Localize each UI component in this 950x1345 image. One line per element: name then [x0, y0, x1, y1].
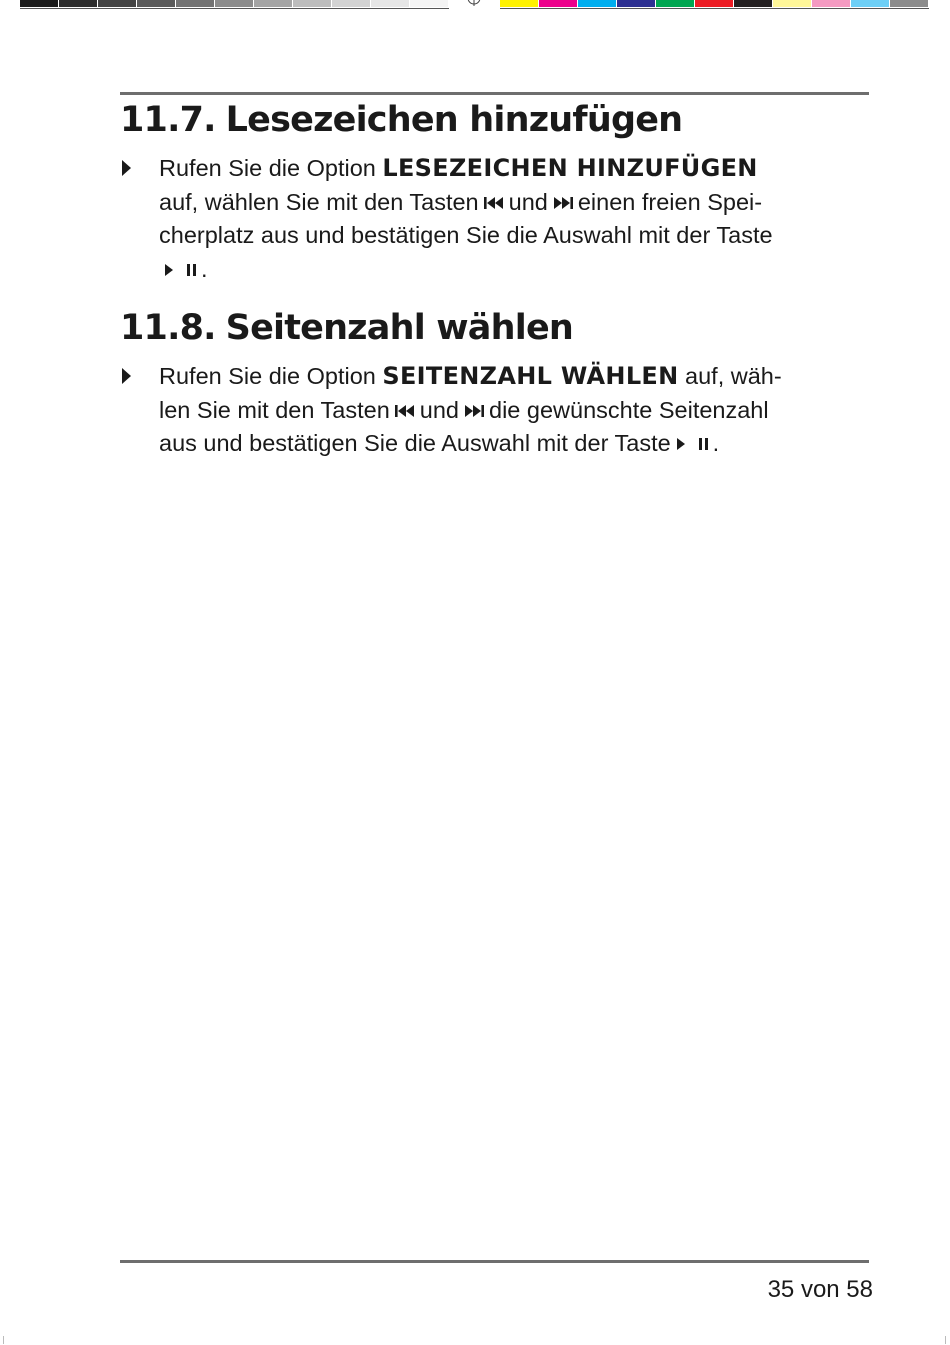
color-calibration-bar: [500, 0, 929, 9]
text-run: len Sie mit den Tasten: [159, 396, 390, 423]
text-run: die gewünschte Seitenzahl: [489, 396, 769, 423]
calibration-swatch: [695, 0, 734, 7]
text-line: [159, 253, 773, 287]
calibration-swatch: [176, 0, 215, 7]
calibration-swatch: [254, 0, 293, 7]
text-line: [159, 152, 773, 186]
registration-mark-icon: [464, 0, 484, 6]
instruction-paragraph: [159, 152, 773, 286]
section-heading-11-7: [120, 100, 683, 140]
instruction-paragraph: [159, 360, 782, 461]
calibration-swatch: [59, 0, 98, 7]
text-run: aus und bestätigen Sie die Auswahl mit der Taste: [159, 430, 671, 456]
calibration-swatch: [851, 0, 890, 7]
crop-mark: [945, 1336, 946, 1344]
menu-option-name: LESEZEICHEN HINZUFÜGEN: [382, 154, 758, 182]
calibration-swatch: [500, 0, 539, 7]
footer-rule: [120, 1260, 869, 1263]
calibration-swatch: [410, 0, 449, 7]
calibration-swatch: [773, 0, 812, 7]
skip-next-icon: [463, 403, 485, 419]
calibration-swatch: [617, 0, 656, 7]
text-run: .: [712, 430, 720, 456]
text-run: .: [201, 255, 208, 282]
skip-next-icon: [552, 195, 574, 211]
calibration-swatch: [890, 0, 929, 7]
calibration-swatch: [656, 0, 695, 7]
gray-calibration-bar: [20, 0, 449, 9]
text-run: und: [419, 396, 460, 423]
calibration-swatch: [332, 0, 371, 7]
calibration-swatch: [371, 0, 410, 7]
text-line: cherplatz aus und bestätigen Sie die Auswahl mit der Taste: [159, 222, 773, 248]
text-run: und: [508, 188, 548, 215]
calibration-swatch: [98, 0, 137, 7]
section-number: 11.8.: [120, 308, 216, 348]
text-line: [159, 186, 773, 220]
calibration-swatch: [734, 0, 773, 7]
triangle-bullet-icon: [122, 160, 131, 176]
text-line: [159, 394, 782, 428]
section-title: Lesezeichen hinzufügen: [225, 100, 683, 140]
text-run: auf, wählen Sie mit den Tasten: [159, 188, 479, 215]
calibration-swatch: [215, 0, 254, 7]
section-heading-11-8: [120, 308, 573, 348]
text-line: [159, 360, 782, 394]
play-pause-icon: [675, 436, 709, 452]
section-number: 11.7.: [120, 100, 216, 140]
page-number: 35 von 58: [767, 1276, 873, 1303]
play-pause-icon: [163, 262, 197, 278]
text-run: Rufen Sie die Option: [159, 363, 376, 389]
calibration-swatch: [20, 0, 59, 7]
crop-mark: [3, 1336, 4, 1344]
calibration-swatch: [293, 0, 332, 7]
text-run: einen freien Spei-: [577, 188, 763, 215]
calibration-swatch: [578, 0, 617, 7]
text-run: Rufen Sie die Option: [159, 155, 376, 181]
calibration-swatch: [137, 0, 176, 7]
calibration-swatch: [812, 0, 851, 7]
triangle-bullet-icon: [122, 368, 131, 384]
skip-previous-icon: [394, 403, 416, 419]
calibration-swatch: [539, 0, 578, 7]
text-line: [159, 427, 782, 461]
header-rule: [120, 92, 869, 95]
skip-previous-icon: [483, 195, 505, 211]
section-title: Seitenzahl wählen: [225, 308, 573, 348]
menu-option-name: SEITENZAHL WÄHLEN: [382, 362, 679, 390]
text-run: auf, wäh-: [685, 363, 782, 389]
